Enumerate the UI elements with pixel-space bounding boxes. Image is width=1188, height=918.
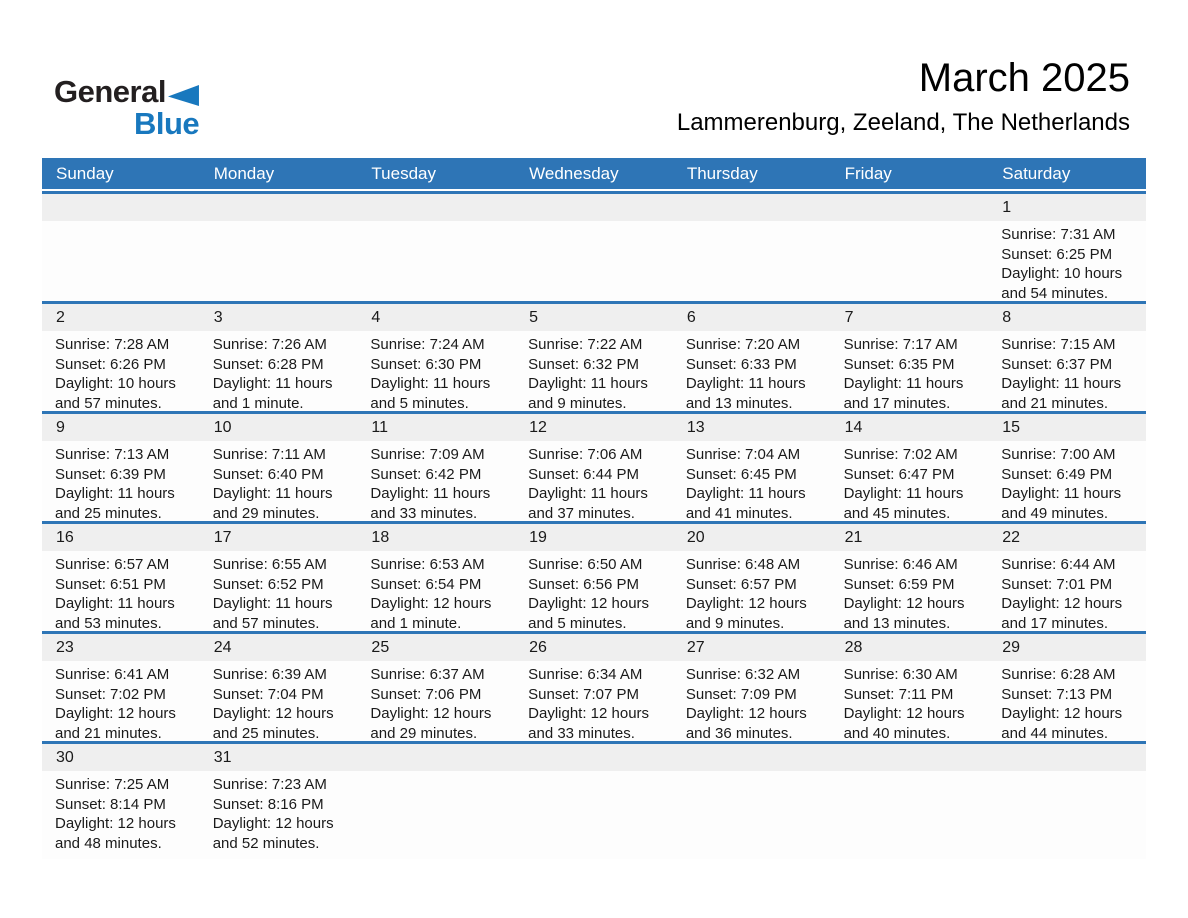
day-detail-line: and 9 minutes. <box>685 614 785 631</box>
day-number-band <box>831 744 989 771</box>
day-detail-line: Sunset: 6:56 PM <box>528 575 640 593</box>
day-detail-line: Sunrise: 6:34 AM <box>528 666 643 683</box>
calendar-week-row <box>42 191 1146 301</box>
day-details <box>357 331 515 411</box>
day-details <box>200 661 358 741</box>
day-cell-9 <box>42 414 200 521</box>
day-number-band <box>515 414 673 441</box>
day-number-band <box>831 524 989 551</box>
day-number-band <box>515 634 673 661</box>
day-number: 2 <box>56 308 65 326</box>
page-title: March 2025 <box>918 56 1130 100</box>
day-detail-line: Sunrise: 7:17 AM <box>843 336 958 353</box>
day-cell-5 <box>515 304 673 411</box>
day-detail-line: Daylight: 10 hours <box>1001 265 1123 282</box>
day-detail-line: and 1 minute. <box>370 614 462 631</box>
day-cell-empty <box>42 194 200 301</box>
day-header-row <box>42 158 1146 189</box>
day-detail-line: Sunrise: 7:04 AM <box>685 446 801 463</box>
day-details <box>673 661 831 741</box>
day-cell-19 <box>515 524 673 631</box>
day-number: 5 <box>529 308 539 326</box>
day-number-band <box>831 194 989 221</box>
day-detail-line: Daylight: 11 hours <box>55 485 175 502</box>
day-details <box>515 331 673 411</box>
day-detail-line: and 40 minutes. <box>843 724 951 741</box>
day-number: 11 <box>371 418 389 436</box>
day-detail-line: Sunrise: 6:53 AM <box>370 556 485 573</box>
day-number: 30 <box>56 748 74 766</box>
day-header-saturday: Saturday <box>1002 163 1071 183</box>
day-header-sunday: Sunday <box>56 163 114 183</box>
day-details <box>42 551 200 631</box>
day-detail-line: and 25 minutes. <box>212 724 320 741</box>
calendar-week-row <box>42 521 1146 631</box>
day-number-band <box>515 194 673 221</box>
day-header-wednesday: Wednesday <box>529 163 619 183</box>
day-number-band <box>200 634 358 661</box>
day-details <box>988 551 1146 631</box>
day-detail-line: Daylight: 11 hours <box>212 485 333 502</box>
day-number: 15 <box>1002 418 1021 436</box>
day-number: 14 <box>844 418 863 436</box>
day-detail-line: Daylight: 12 hours <box>370 595 492 612</box>
day-number-band <box>357 414 515 441</box>
day-number: 21 <box>844 528 863 546</box>
day-number-band <box>673 304 831 331</box>
day-detail-line: Sunrise: 6:37 AM <box>370 666 485 683</box>
day-cell-31 <box>200 744 358 859</box>
day-detail-line: Sunrise: 6:57 AM <box>55 556 170 573</box>
day-cell-7 <box>831 304 989 411</box>
day-cell-empty <box>988 744 1146 859</box>
day-number-band <box>515 744 673 771</box>
day-detail-line: Daylight: 12 hours <box>212 705 334 722</box>
day-detail-line: Sunrise: 7:00 AM <box>1001 446 1116 463</box>
day-cell-2 <box>42 304 200 411</box>
day-detail-line: Sunset: 6:30 PM <box>370 355 482 373</box>
day-details <box>357 661 515 741</box>
day-detail-line: Sunset: 8:16 PM <box>212 795 324 813</box>
day-cell-25 <box>357 634 515 741</box>
day-detail-line: Daylight: 12 hours <box>843 705 965 722</box>
day-details <box>831 661 989 741</box>
calendar-week-row <box>42 411 1146 521</box>
day-cell-empty <box>831 194 989 301</box>
day-number-band <box>988 744 1146 771</box>
day-number-band <box>988 304 1146 331</box>
day-detail-line: and 1 minute. <box>212 394 304 411</box>
day-cell-30 <box>42 744 200 859</box>
day-number: 19 <box>529 528 547 546</box>
day-cell-empty <box>831 744 989 859</box>
day-number-band <box>831 304 989 331</box>
day-detail-line: Sunset: 6:49 PM <box>1001 465 1113 483</box>
day-cell-26 <box>515 634 673 741</box>
day-detail-line: and 29 minutes. <box>370 724 478 741</box>
day-number-band <box>200 194 358 221</box>
day-cell-15 <box>988 414 1146 521</box>
day-cell-empty <box>357 744 515 859</box>
day-detail-line: Daylight: 11 hours <box>1001 375 1122 392</box>
day-detail-line: Sunset: 7:11 PM <box>843 685 954 703</box>
day-number: 12 <box>529 418 547 436</box>
day-number-band <box>988 414 1146 441</box>
day-number: 31 <box>213 748 232 766</box>
day-cell-11 <box>357 414 515 521</box>
day-cell-12 <box>515 414 673 521</box>
day-detail-line: and 21 minutes. <box>55 724 162 741</box>
logo-triangle-icon <box>168 85 199 106</box>
day-number-band <box>357 194 515 221</box>
day-number: 10 <box>213 418 232 436</box>
calendar-grid <box>42 191 1146 859</box>
day-detail-line: Sunset: 7:02 PM <box>55 685 166 703</box>
day-detail-line: Sunset: 6:59 PM <box>843 575 955 593</box>
day-detail-line: and 53 minutes. <box>55 614 162 631</box>
day-cell-empty <box>515 194 673 301</box>
day-detail-line: and 57 minutes. <box>212 614 320 631</box>
day-detail-line: and 45 minutes. <box>843 504 951 521</box>
day-cell-14 <box>831 414 989 521</box>
day-detail-line: Sunrise: 7:20 AM <box>685 336 801 353</box>
day-number-band <box>988 194 1146 221</box>
day-detail-line: and 37 minutes. <box>528 504 635 521</box>
day-detail-line: Daylight: 12 hours <box>55 705 176 722</box>
day-detail-line: Sunrise: 7:23 AM <box>212 776 327 793</box>
day-details <box>831 551 989 631</box>
day-detail-line: Sunset: 7:07 PM <box>528 685 640 703</box>
day-detail-line: Daylight: 11 hours <box>370 375 491 392</box>
day-detail-line: and 33 minutes. <box>370 504 478 521</box>
day-detail-line: Sunrise: 7:24 AM <box>370 336 485 353</box>
day-detail-line: Daylight: 11 hours <box>1001 485 1122 502</box>
day-number-band <box>515 304 673 331</box>
day-detail-line: and 25 minutes. <box>55 504 162 521</box>
day-detail-line: Daylight: 12 hours <box>843 595 965 612</box>
day-header-friday: Friday <box>844 163 892 183</box>
day-number-band <box>357 744 515 771</box>
day-number-band <box>42 744 200 771</box>
day-number-band <box>200 744 358 771</box>
day-detail-line: Daylight: 11 hours <box>528 375 648 392</box>
day-details <box>357 551 515 631</box>
day-detail-line: Sunset: 6:39 PM <box>55 465 166 483</box>
day-detail-line: Sunset: 6:32 PM <box>528 355 640 373</box>
day-details <box>988 661 1146 741</box>
day-cell-6 <box>673 304 831 411</box>
day-number: 22 <box>1002 528 1021 546</box>
day-detail-line: Daylight: 11 hours <box>528 485 648 502</box>
day-detail-line: Sunset: 6:33 PM <box>685 355 797 373</box>
day-detail-line: and 57 minutes. <box>55 394 162 411</box>
day-detail-line: Sunrise: 7:25 AM <box>55 776 170 793</box>
day-cell-3 <box>200 304 358 411</box>
day-number: 4 <box>371 308 381 326</box>
day-detail-line: and 5 minutes. <box>370 394 469 411</box>
day-number: 28 <box>844 638 863 656</box>
day-detail-line: Sunrise: 6:30 AM <box>843 666 958 683</box>
day-details <box>42 661 200 741</box>
day-detail-line: Sunrise: 7:09 AM <box>370 446 485 463</box>
day-number: 20 <box>686 528 705 546</box>
day-cell-27 <box>673 634 831 741</box>
day-cell-empty <box>200 194 358 301</box>
day-cell-10 <box>200 414 358 521</box>
day-number-band <box>357 634 515 661</box>
day-number-band <box>42 304 200 331</box>
day-detail-line: Sunset: 6:57 PM <box>685 575 797 593</box>
day-number-band <box>357 304 515 331</box>
day-detail-line: Sunrise: 6:50 AM <box>528 556 643 573</box>
day-details <box>357 441 515 521</box>
day-number-band <box>673 524 831 551</box>
day-number-band <box>831 414 989 441</box>
day-details <box>831 441 989 521</box>
day-detail-line: Sunset: 6:37 PM <box>1001 355 1113 373</box>
day-number-band <box>42 414 200 441</box>
day-number-band <box>673 414 831 441</box>
day-detail-line: Sunrise: 7:06 AM <box>528 446 643 463</box>
calendar-week-row <box>42 741 1146 859</box>
day-number-band <box>357 524 515 551</box>
day-cell-21 <box>831 524 989 631</box>
day-details <box>515 441 673 521</box>
day-number: 3 <box>213 308 223 326</box>
day-detail-line: Sunrise: 6:28 AM <box>1001 666 1116 683</box>
day-cell-1 <box>988 194 1146 301</box>
day-number-band <box>42 634 200 661</box>
day-number: 18 <box>371 528 390 546</box>
day-cell-23 <box>42 634 200 741</box>
day-number-band <box>831 634 989 661</box>
day-detail-line: Daylight: 12 hours <box>55 815 176 832</box>
day-header-monday: Monday <box>213 163 275 183</box>
day-number-band <box>988 524 1146 551</box>
page-subtitle: Lammerenburg, Zeeland, The Netherlands <box>676 109 1130 136</box>
day-detail-line: and 9 minutes. <box>528 394 627 411</box>
day-cell-8 <box>988 304 1146 411</box>
day-detail-line: and 21 minutes. <box>1001 394 1109 411</box>
day-detail-line: and 44 minutes. <box>1001 724 1109 741</box>
day-detail-line: Sunset: 6:25 PM <box>1001 245 1113 263</box>
day-number-band <box>673 194 831 221</box>
day-details <box>673 331 831 411</box>
day-detail-line: Daylight: 12 hours <box>528 705 650 722</box>
day-detail-line: Sunset: 6:45 PM <box>685 465 797 483</box>
day-details <box>673 551 831 631</box>
day-number: 8 <box>1002 308 1012 326</box>
day-number: 24 <box>213 638 232 656</box>
day-number: 7 <box>844 308 854 326</box>
day-detail-line: Daylight: 12 hours <box>685 595 807 612</box>
day-number-band <box>200 304 358 331</box>
day-detail-line: Sunset: 7:09 PM <box>685 685 797 703</box>
day-number-band <box>42 524 200 551</box>
day-detail-line: Sunset: 6:35 PM <box>843 355 955 373</box>
day-number: 16 <box>56 528 74 546</box>
header-titles <box>677 55 1130 138</box>
day-number-band <box>200 524 358 551</box>
day-cell-empty <box>673 194 831 301</box>
day-detail-line: Sunset: 6:40 PM <box>212 465 324 483</box>
day-detail-line: Sunset: 8:14 PM <box>55 795 166 813</box>
day-detail-line: and 52 minutes. <box>212 834 320 852</box>
day-number-band <box>200 414 358 441</box>
day-detail-line: Daylight: 12 hours <box>212 815 334 832</box>
day-detail-line: Sunset: 6:47 PM <box>843 465 955 483</box>
calendar <box>42 158 1146 859</box>
day-cell-16 <box>42 524 200 631</box>
day-detail-line: Daylight: 11 hours <box>212 595 333 612</box>
day-cell-13 <box>673 414 831 521</box>
day-detail-line: Daylight: 11 hours <box>370 485 491 502</box>
day-details <box>988 331 1146 411</box>
day-detail-line: Sunrise: 6:48 AM <box>685 556 801 573</box>
day-details <box>200 551 358 631</box>
day-cell-empty <box>515 744 673 859</box>
day-detail-line: Sunrise: 6:44 AM <box>1001 556 1116 573</box>
day-details <box>515 551 673 631</box>
day-detail-line: Daylight: 12 hours <box>1001 595 1123 612</box>
day-detail-line: Daylight: 11 hours <box>212 375 333 392</box>
logo-text-blue: Blue <box>134 106 200 141</box>
day-detail-line: Sunset: 6:26 PM <box>55 355 166 373</box>
day-number: 6 <box>686 308 696 326</box>
day-details <box>988 221 1146 301</box>
day-details <box>515 661 673 741</box>
day-cell-18 <box>357 524 515 631</box>
day-number: 27 <box>686 638 705 656</box>
day-detail-line: and 54 minutes. <box>1001 284 1109 301</box>
day-detail-line: Daylight: 11 hours <box>843 375 964 392</box>
day-detail-line: Sunset: 6:42 PM <box>370 465 482 483</box>
day-number-band <box>673 744 831 771</box>
day-detail-line: Daylight: 12 hours <box>1001 705 1123 722</box>
day-detail-line: Sunrise: 7:28 AM <box>55 336 170 353</box>
day-detail-line: and 13 minutes. <box>685 394 793 411</box>
day-cell-28 <box>831 634 989 741</box>
day-detail-line: Daylight: 12 hours <box>528 595 650 612</box>
day-detail-line: Sunrise: 6:55 AM <box>212 556 327 573</box>
day-detail-line: and 17 minutes. <box>843 394 951 411</box>
day-detail-line: Sunrise: 6:46 AM <box>843 556 958 573</box>
day-detail-line: Sunrise: 6:41 AM <box>55 666 170 683</box>
day-detail-line: and 29 minutes. <box>212 504 320 521</box>
day-detail-line: and 33 minutes. <box>528 724 635 741</box>
day-detail-line: and 36 minutes. <box>685 724 793 741</box>
day-detail-line: Daylight: 11 hours <box>55 595 175 612</box>
day-detail-line: Daylight: 10 hours <box>55 375 176 392</box>
calendar-week-row <box>42 631 1146 741</box>
day-detail-line: Sunrise: 7:22 AM <box>528 336 643 353</box>
day-detail-line: Sunset: 6:44 PM <box>528 465 640 483</box>
day-cell-empty <box>357 194 515 301</box>
logo-text-general: General <box>54 74 166 109</box>
day-details <box>673 441 831 521</box>
day-header-tuesday: Tuesday <box>371 163 436 183</box>
day-number: 13 <box>686 418 705 436</box>
day-header-thursday: Thursday <box>686 163 758 183</box>
day-cell-4 <box>357 304 515 411</box>
day-number: 17 <box>213 528 232 546</box>
day-detail-line: Sunrise: 6:32 AM <box>685 666 801 683</box>
day-cell-20 <box>673 524 831 631</box>
day-detail-line: Daylight: 12 hours <box>685 705 807 722</box>
day-detail-line: Sunset: 7:06 PM <box>370 685 482 703</box>
day-detail-line: Daylight: 11 hours <box>843 485 964 502</box>
day-detail-line: Sunrise: 7:02 AM <box>843 446 958 463</box>
day-detail-line: Sunrise: 7:26 AM <box>212 336 327 353</box>
day-details <box>200 771 358 853</box>
day-number-band <box>988 634 1146 661</box>
day-detail-line: Sunset: 6:28 PM <box>212 355 324 373</box>
day-cell-24 <box>200 634 358 741</box>
day-details <box>42 441 200 521</box>
day-details <box>42 771 200 853</box>
day-detail-line: and 48 minutes. <box>55 834 162 852</box>
day-detail-line: Sunrise: 7:11 AM <box>212 446 326 463</box>
day-number: 26 <box>529 638 547 656</box>
day-number-band <box>42 194 200 221</box>
day-number: 23 <box>56 638 74 656</box>
day-details <box>831 331 989 411</box>
day-number: 25 <box>371 638 390 656</box>
day-detail-line: Sunrise: 7:15 AM <box>1001 336 1116 353</box>
day-number: 1 <box>1002 198 1012 216</box>
day-cell-17 <box>200 524 358 631</box>
day-details <box>200 441 358 521</box>
calendar-week-row <box>42 301 1146 411</box>
day-detail-line: Sunset: 6:52 PM <box>212 575 324 593</box>
day-details <box>42 331 200 411</box>
day-detail-line: Sunset: 6:51 PM <box>55 575 166 593</box>
day-number-band <box>515 524 673 551</box>
day-detail-line: Sunset: 6:54 PM <box>370 575 482 593</box>
day-number: 9 <box>56 418 65 436</box>
day-detail-line: and 41 minutes. <box>685 504 793 521</box>
day-detail-line: Daylight: 12 hours <box>370 705 492 722</box>
day-detail-line: Daylight: 11 hours <box>685 485 806 502</box>
generalblue-logo <box>54 76 199 139</box>
day-cell-empty <box>673 744 831 859</box>
day-detail-line: and 13 minutes. <box>843 614 951 631</box>
day-details <box>200 331 358 411</box>
day-detail-line: Sunrise: 7:13 AM <box>55 446 170 463</box>
day-detail-line: and 5 minutes. <box>528 614 627 631</box>
day-detail-line: Sunrise: 6:39 AM <box>212 666 327 683</box>
day-detail-line: and 49 minutes. <box>1001 504 1109 521</box>
day-cell-22 <box>988 524 1146 631</box>
day-number-band <box>673 634 831 661</box>
day-cell-29 <box>988 634 1146 741</box>
day-number: 29 <box>1002 638 1021 656</box>
day-details <box>988 441 1146 521</box>
day-detail-line: and 17 minutes. <box>1001 614 1109 631</box>
day-detail-line: Sunset: 7:01 PM <box>1001 575 1113 593</box>
day-detail-line: Sunset: 7:13 PM <box>1001 685 1113 703</box>
day-detail-line: Sunrise: 7:31 AM <box>1001 226 1116 243</box>
day-detail-line: Sunset: 7:04 PM <box>212 685 324 703</box>
day-detail-line: Daylight: 11 hours <box>685 375 806 392</box>
